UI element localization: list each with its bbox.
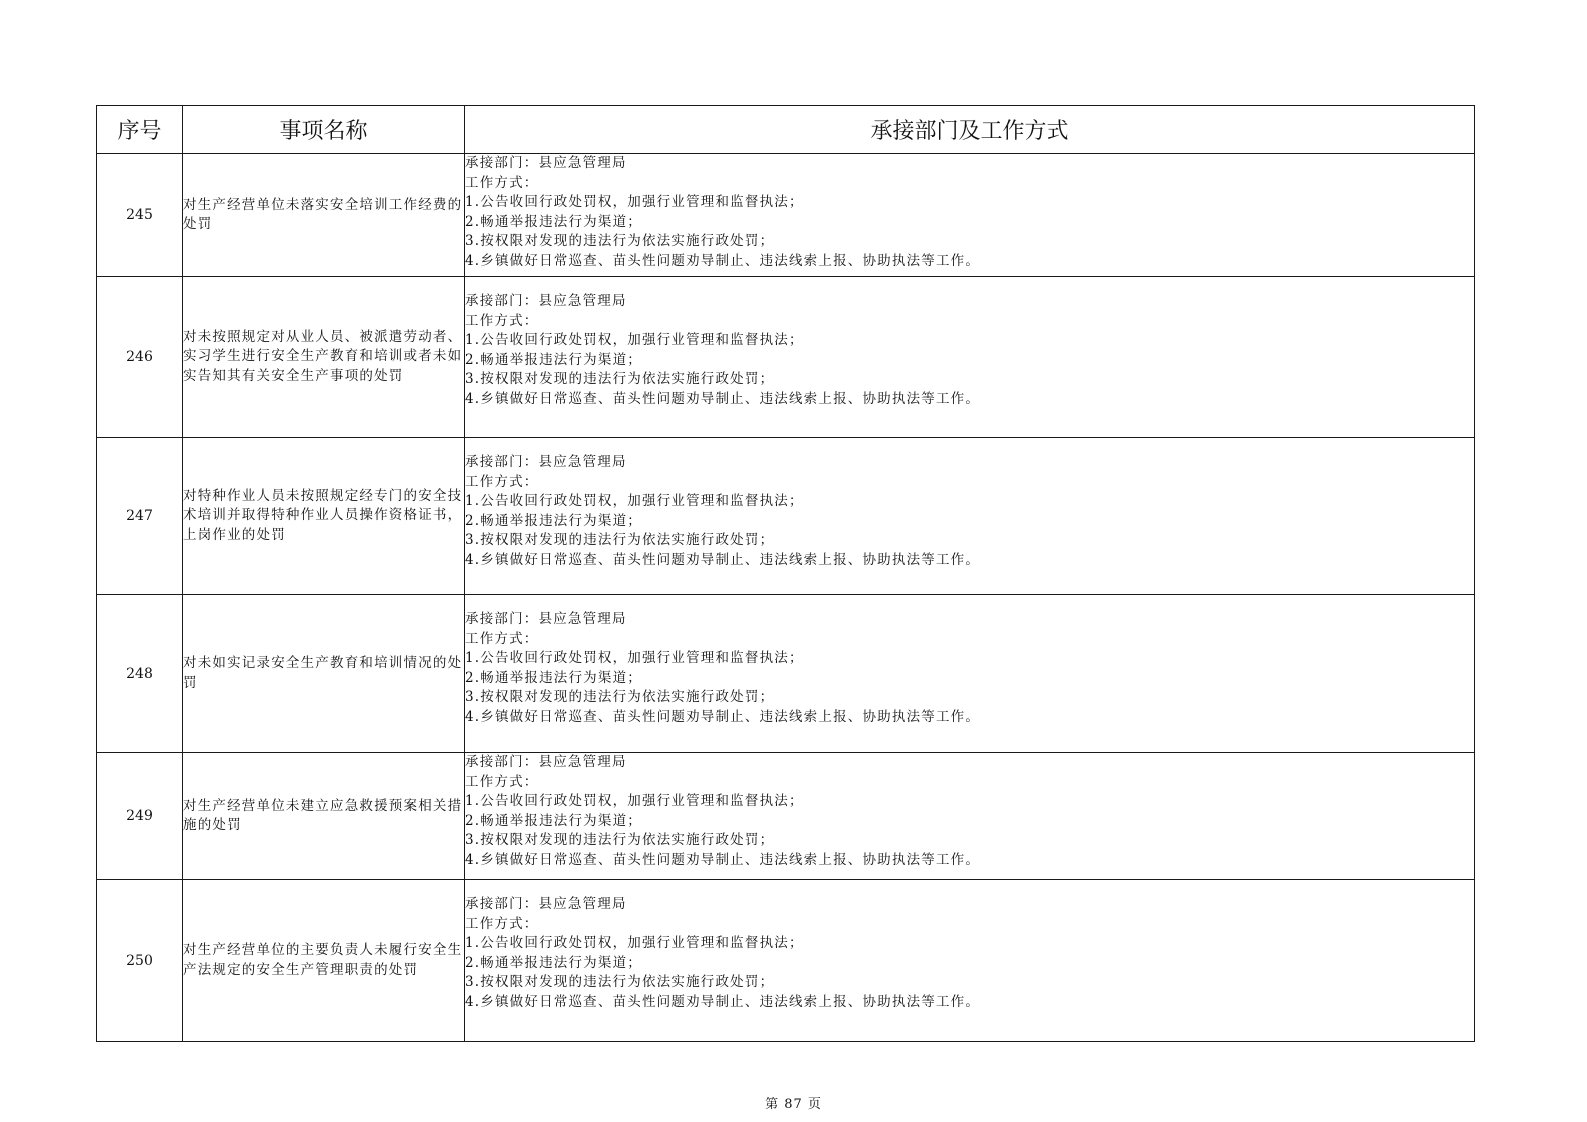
method-step-3: 3.按权限对发现的违法行为依法实施行政处罚；: [465, 689, 775, 705]
table-row: [97, 880, 1475, 1042]
row-item-name: 对特种作业人员未按照规定经专门的安全技术培训并取得特种作业人员操作资格证书，上岗作业的处罚: [183, 438, 465, 595]
method-department: 承接部门：县应急管理局: [465, 754, 627, 770]
method-step-3: 3.按权限对发现的违法行为依法实施行政处罚；: [465, 832, 775, 848]
row-method: [465, 595, 1475, 753]
method-step-4: 4.乡镇做好日常巡查、苗头性问题劝导制止、违法线索上报、协助执法等工作。: [465, 851, 981, 868]
method-step-3: 3.按权限对发现的违法行为依法实施行政处罚；: [465, 233, 775, 249]
page-number: 第 87 页: [765, 1097, 822, 1112]
method-step-3: 3.按权限对发现的违法行为依法实施行政处罚；: [465, 974, 775, 990]
row-method: [465, 438, 1475, 595]
method-step-1: 1.公告收回行政处罚权，加强行业管理和监督执法；: [465, 650, 804, 666]
row-method: [465, 753, 1475, 880]
table-row: [97, 438, 1475, 595]
method-label: 工作方式：: [465, 773, 539, 790]
header-method: 承接部门及工作方式: [465, 106, 1475, 154]
row-number: 249: [97, 753, 183, 880]
method-label: 工作方式：: [465, 473, 539, 490]
method-step-2: 2.畅通举报违法行为渠道；: [465, 512, 642, 529]
method-department: 承接部门：县应急管理局: [465, 611, 627, 627]
row-method: [465, 154, 1475, 277]
method-step-4: 4.乡镇做好日常巡查、苗头性问题劝导制止、违法线索上报、协助执法等工作。: [465, 551, 981, 568]
table-row: [97, 277, 1475, 438]
method-step-1: 1.公告收回行政处罚权，加强行业管理和监督执法；: [465, 493, 804, 509]
method-step-3: 3.按权限对发现的违法行为依法实施行政处罚；: [465, 371, 775, 387]
row-item-name: 对未如实记录安全生产教育和培训情况的处罚: [183, 595, 465, 753]
table-row: [97, 595, 1475, 753]
row-number: 247: [97, 438, 183, 595]
row-item-name: 对生产经营单位未落实安全培训工作经费的处罚: [183, 154, 465, 277]
method-label: 工作方式：: [465, 174, 539, 191]
row-item-name: 对未按照规定对从业人员、被派遣劳动者、实习学生进行安全生产教育和培训或者未如实告知其有关安全生产事项的处罚: [183, 277, 465, 438]
method-step-1: 1.公告收回行政处罚权，加强行业管理和监督执法；: [465, 793, 804, 809]
method-step-2: 2.畅通举报违法行为渠道；: [465, 669, 642, 686]
method-step-3: 3.按权限对发现的违法行为依法实施行政处罚；: [465, 532, 775, 548]
header-row: [97, 106, 1475, 154]
method-step-4: 4.乡镇做好日常巡查、苗头性问题劝导制止、违法线索上报、协助执法等工作。: [465, 252, 981, 269]
method-step-4: 4.乡镇做好日常巡查、苗头性问题劝导制止、违法线索上报、协助执法等工作。: [465, 390, 981, 407]
method-department: 承接部门：县应急管理局: [465, 293, 627, 309]
method-label: 工作方式：: [465, 312, 539, 329]
method-step-4: 4.乡镇做好日常巡查、苗头性问题劝导制止、违法线索上报、协助执法等工作。: [465, 993, 981, 1010]
method-step-2: 2.畅通举报违法行为渠道；: [465, 812, 642, 829]
method-step-2: 2.畅通举报违法行为渠道；: [465, 213, 642, 230]
method-step-1: 1.公告收回行政处罚权，加强行业管理和监督执法；: [465, 935, 804, 951]
table-row: [97, 753, 1475, 880]
method-department: 承接部门：县应急管理局: [465, 454, 627, 470]
row-number: 248: [97, 595, 183, 753]
items-table: [96, 105, 1475, 1042]
method-step-2: 2.畅通举报违法行为渠道；: [465, 954, 642, 971]
method-label: 工作方式：: [465, 915, 539, 932]
row-number: 245: [97, 154, 183, 277]
method-label: 工作方式：: [465, 630, 539, 647]
method-step-4: 4.乡镇做好日常巡查、苗头性问题劝导制止、违法线索上报、协助执法等工作。: [465, 708, 981, 725]
row-number: 246: [97, 277, 183, 438]
row-number: 250: [97, 880, 183, 1042]
header-name: 事项名称: [183, 106, 465, 154]
table-row: [97, 154, 1475, 277]
header-num: 序号: [97, 106, 183, 154]
row-item-name: 对生产经营单位未建立应急救援预案相关措施的处罚: [183, 753, 465, 880]
method-step-1: 1.公告收回行政处罚权，加强行业管理和监督执法；: [465, 332, 804, 348]
method-department: 承接部门：县应急管理局: [465, 896, 627, 912]
row-item-name: 对生产经营单位的主要负责人未履行安全生产法规定的安全生产管理职责的处罚: [183, 880, 465, 1042]
method-step-2: 2.畅通举报违法行为渠道；: [465, 351, 642, 368]
row-method: [465, 880, 1475, 1042]
method-department: 承接部门：县应急管理局: [465, 155, 627, 171]
method-step-1: 1.公告收回行政处罚权，加强行业管理和监督执法；: [465, 194, 804, 210]
row-method: [465, 277, 1475, 438]
